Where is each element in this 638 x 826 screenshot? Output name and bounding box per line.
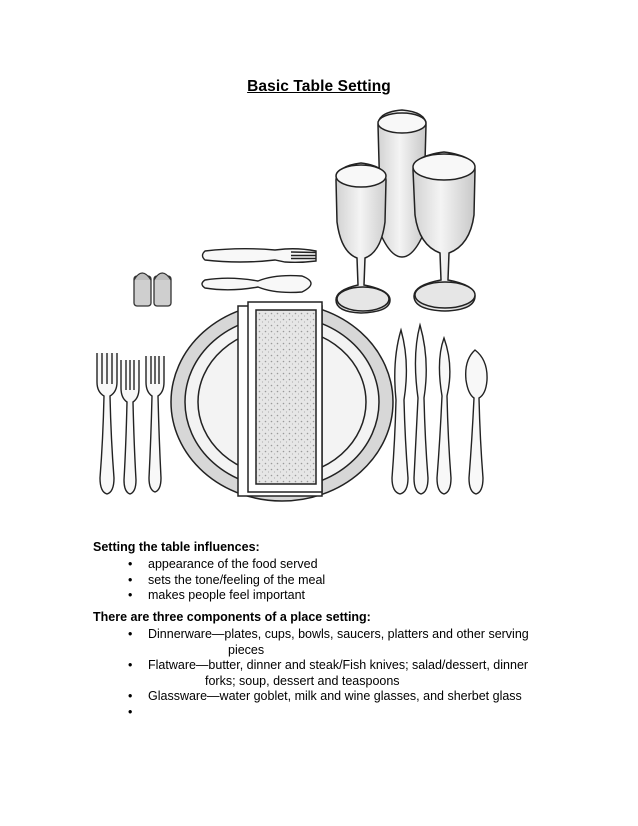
- bullet-icon: •: [128, 689, 133, 703]
- components-list: [128, 627, 563, 720]
- soup-spoon: [466, 350, 487, 494]
- butter-knife: [437, 338, 451, 494]
- section-influences: [93, 540, 553, 604]
- water-goblet: [336, 163, 390, 313]
- bullet-icon: •: [128, 627, 133, 641]
- list-item: • sets the tone/feeling of the meal: [128, 572, 326, 587]
- list-item: [128, 705, 563, 721]
- dessert-fork-top: [203, 249, 317, 263]
- bullet-icon: •: [128, 572, 133, 587]
- list-item: • appearance of the food served: [128, 557, 318, 571]
- dinner-fork: [97, 353, 117, 494]
- list-item: • Glassware—water goblet, milk and wine glasses, and sherbet glass: [128, 689, 522, 703]
- list-item: • makes people feel important: [128, 588, 306, 602]
- section-heading: There are three components of a place setting:: [93, 610, 371, 624]
- steak-knife: [414, 325, 428, 494]
- bullet-icon: •: [128, 588, 133, 602]
- bullet-icon: •: [128, 704, 133, 719]
- wine-glass: [413, 152, 475, 311]
- salad-fork: [121, 360, 139, 494]
- list-item: • Flatware—butter, dinner and steak/Fish knives; salad/dessert, dinner forks; soup, dessert and teaspoons: [128, 658, 529, 688]
- bullet-icon: •: [128, 658, 133, 672]
- section-heading: Setting the table influences:: [93, 540, 260, 554]
- bullet-icon: •: [128, 557, 133, 571]
- dessert-fork: [146, 356, 164, 492]
- list-item: • Dinnerware—plates, cups, bowls, saucers, platters and other serving pieces: [128, 627, 529, 657]
- section-components: [93, 610, 563, 720]
- dinner-knife: [392, 330, 408, 494]
- page-title: Basic Table Setting: [247, 78, 391, 95]
- napkin: [238, 302, 322, 496]
- salt-and-pepper-shakers: [134, 273, 171, 306]
- influences-list: [128, 557, 553, 604]
- dessert-spoon-top: [202, 276, 311, 293]
